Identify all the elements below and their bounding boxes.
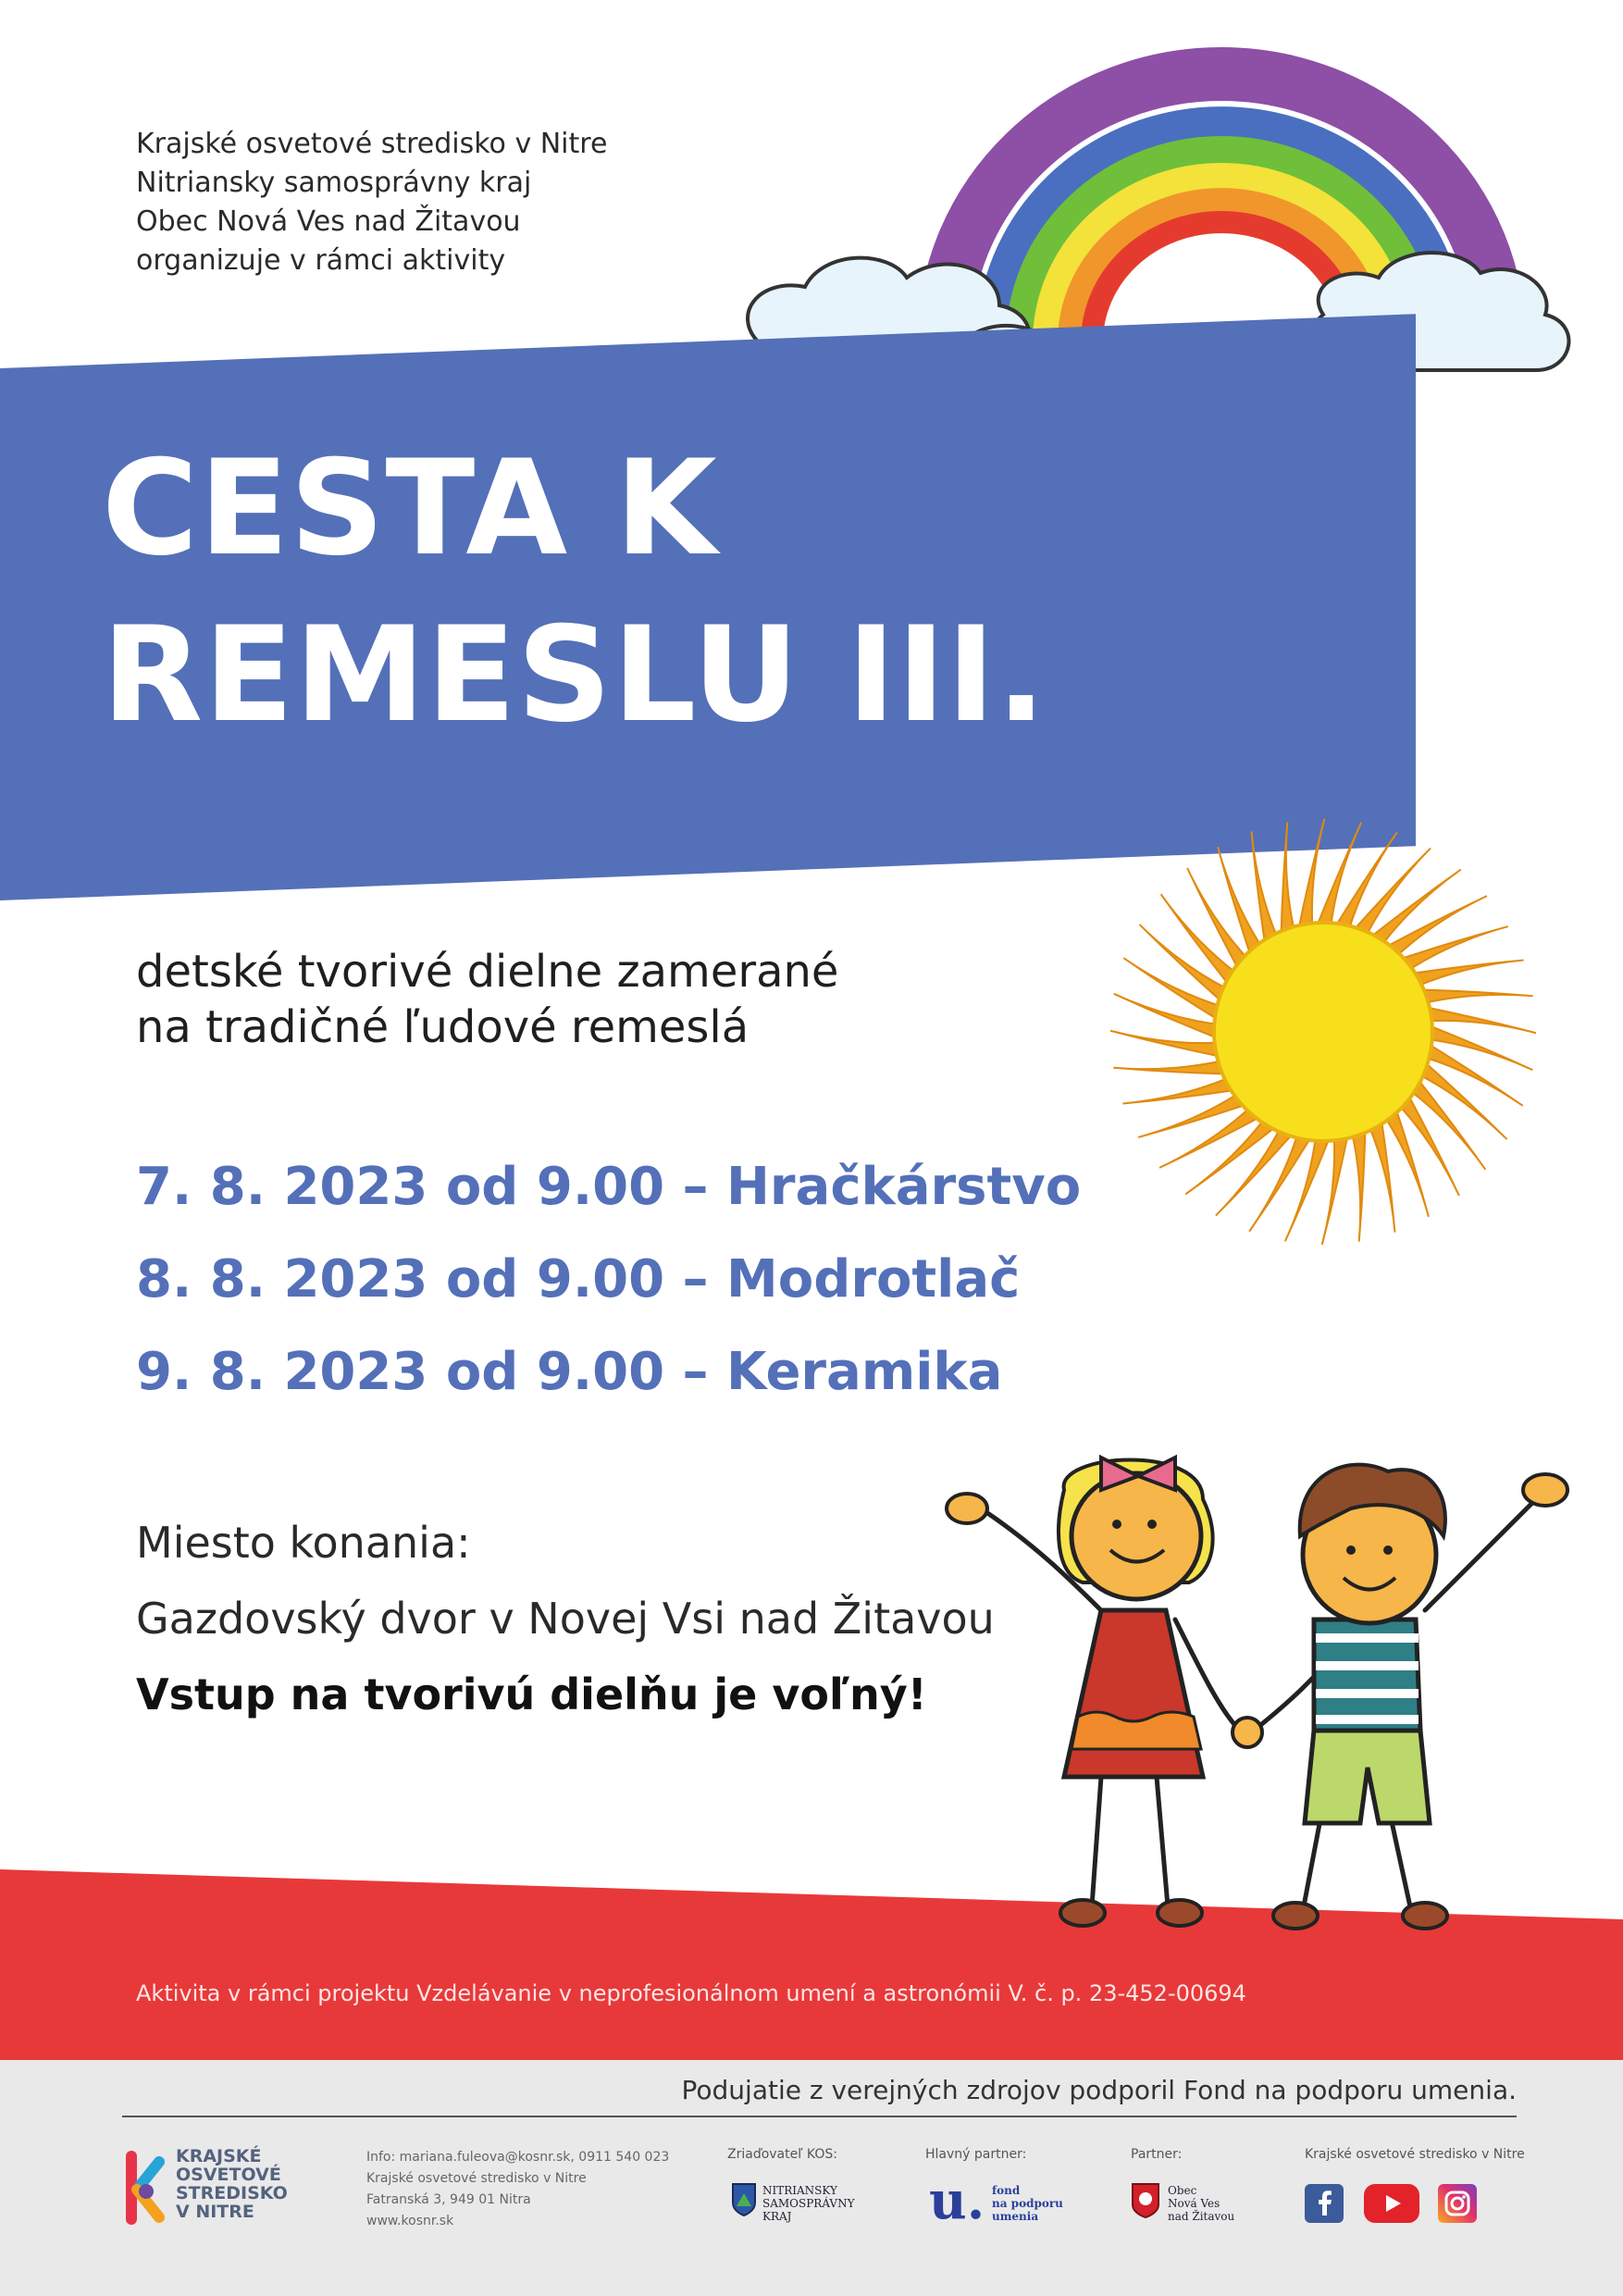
instagram-icon[interactable] [1438,2184,1477,2223]
children-illustration [925,1434,1573,1953]
contact-org: Krajské osvetové stredisko v Nitre [366,2171,587,2186]
sun-ray [1352,1126,1366,1241]
venue-info [136,1518,995,1745]
event-schedule [136,1157,1081,1434]
logo-line: V NITRE [176,2202,254,2222]
social-label: Krajské osvetové stredisko v Nitre [1305,2147,1525,2162]
sun-ray [1110,1031,1222,1057]
main-partner-name-line: umenia [992,2210,1039,2223]
sun-ray [1369,1118,1394,1233]
subtitle [136,944,838,1055]
sun-ray [1281,822,1295,937]
main-partner-name-line: na podporu [992,2197,1063,2210]
subtitle-line: detské tvorivé dielne zamerané [136,946,839,998]
founder-name-line: NITRIANSKY [762,2184,837,2197]
contact-website[interactable]: www.kosnr.sk [366,2214,454,2228]
footer-divider [122,2116,1517,2117]
founder-name-line: KRAJ [762,2210,792,2223]
founder-name-line: SAMOSPRÁVNY [762,2197,855,2210]
subtitle-line: na tradičné ľudové remeslá [136,1001,750,1053]
partner-label: Partner: [1131,2147,1183,2162]
logo-line: OSVETOVÉ [176,2165,281,2185]
partner-name-line: Obec [1168,2184,1197,2197]
facebook-icon[interactable] [1305,2184,1344,2223]
contact-email[interactable]: Info: mariana.fuleova@kosnr.sk, 0911 540 023 [366,2150,670,2165]
partner-name-line: Nová Ves [1168,2197,1220,2210]
contact-address: Fatranská 3, 949 01 Nitra [366,2192,531,2207]
project-note: Aktivita v rámci projektu Vzdelávanie v neprofesionálnom umení a astronómii V. č. p. 23-452-00694 [136,1980,1246,2006]
free-entry-note: Vstup na tvorivú dielňu je voľný! [136,1669,927,1719]
partner-name-line: nad Žitavou [1168,2210,1235,2223]
sun-ray [1322,1133,1348,1245]
venue-place: Gazdovský dvor v Novej Vsi nad Žitavou [136,1594,995,1644]
title-line-1: CESTA K [102,432,718,585]
event-item: 9. 8. 2023 od 9.00 – Keramika [136,1342,1003,1402]
sun-ray [1409,961,1524,987]
organizer-line: Krajské osvetové stredisko v Nitre [136,128,608,160]
event-item: 8. 8. 2023 od 9.00 – Modrotlač [136,1249,1021,1309]
founder-label: Zriaďovateľ KOS: [727,2147,837,2162]
kos-logo-text [176,2147,288,2221]
fpu-logo-icon: u. [929,2170,985,2231]
kos-logo-icon [122,2149,170,2227]
event-item: 7. 8. 2023 od 9.00 – Hračkárstvo [136,1157,1082,1217]
contact-info [366,2147,669,2232]
main-partner-name [992,2184,1063,2223]
logo-line: KRAJSKÉ [176,2146,262,2166]
sun-illustration [1073,805,1592,1249]
main-partner-name-line: fond [992,2184,1021,2197]
main-partner-label: Hlavný partner: [925,2147,1027,2162]
logo-line: STREDISKO [176,2183,288,2203]
event-title [102,426,1047,759]
partner-name [1168,2184,1234,2223]
sun-ray [1113,1061,1228,1074]
youtube-icon[interactable] [1364,2184,1419,2223]
sun-ray [1298,819,1324,931]
organizer-line: Obec Nová Ves nad Žitavou [136,205,521,238]
coat-of-arms-icon [731,2182,757,2217]
organizers [136,125,607,280]
founder-name [762,2184,855,2223]
support-note: Podujatie z verejných zdrojov podporil Fond na podporu umenia. [681,2075,1517,2105]
organizer-line: Nitriansky samosprávny kraj [136,167,532,199]
sun-ray [1418,989,1532,1003]
sun-ray [1424,1007,1536,1033]
sun-ray [1122,1077,1237,1103]
sun-ray [1252,831,1278,946]
title-line-2: REMESLU III. [102,599,1047,751]
organizer-line: organizuje v rámci aktivity [136,244,506,277]
venue-label: Miesto konania: [136,1518,471,1568]
municipality-crest-icon [1131,2182,1160,2219]
